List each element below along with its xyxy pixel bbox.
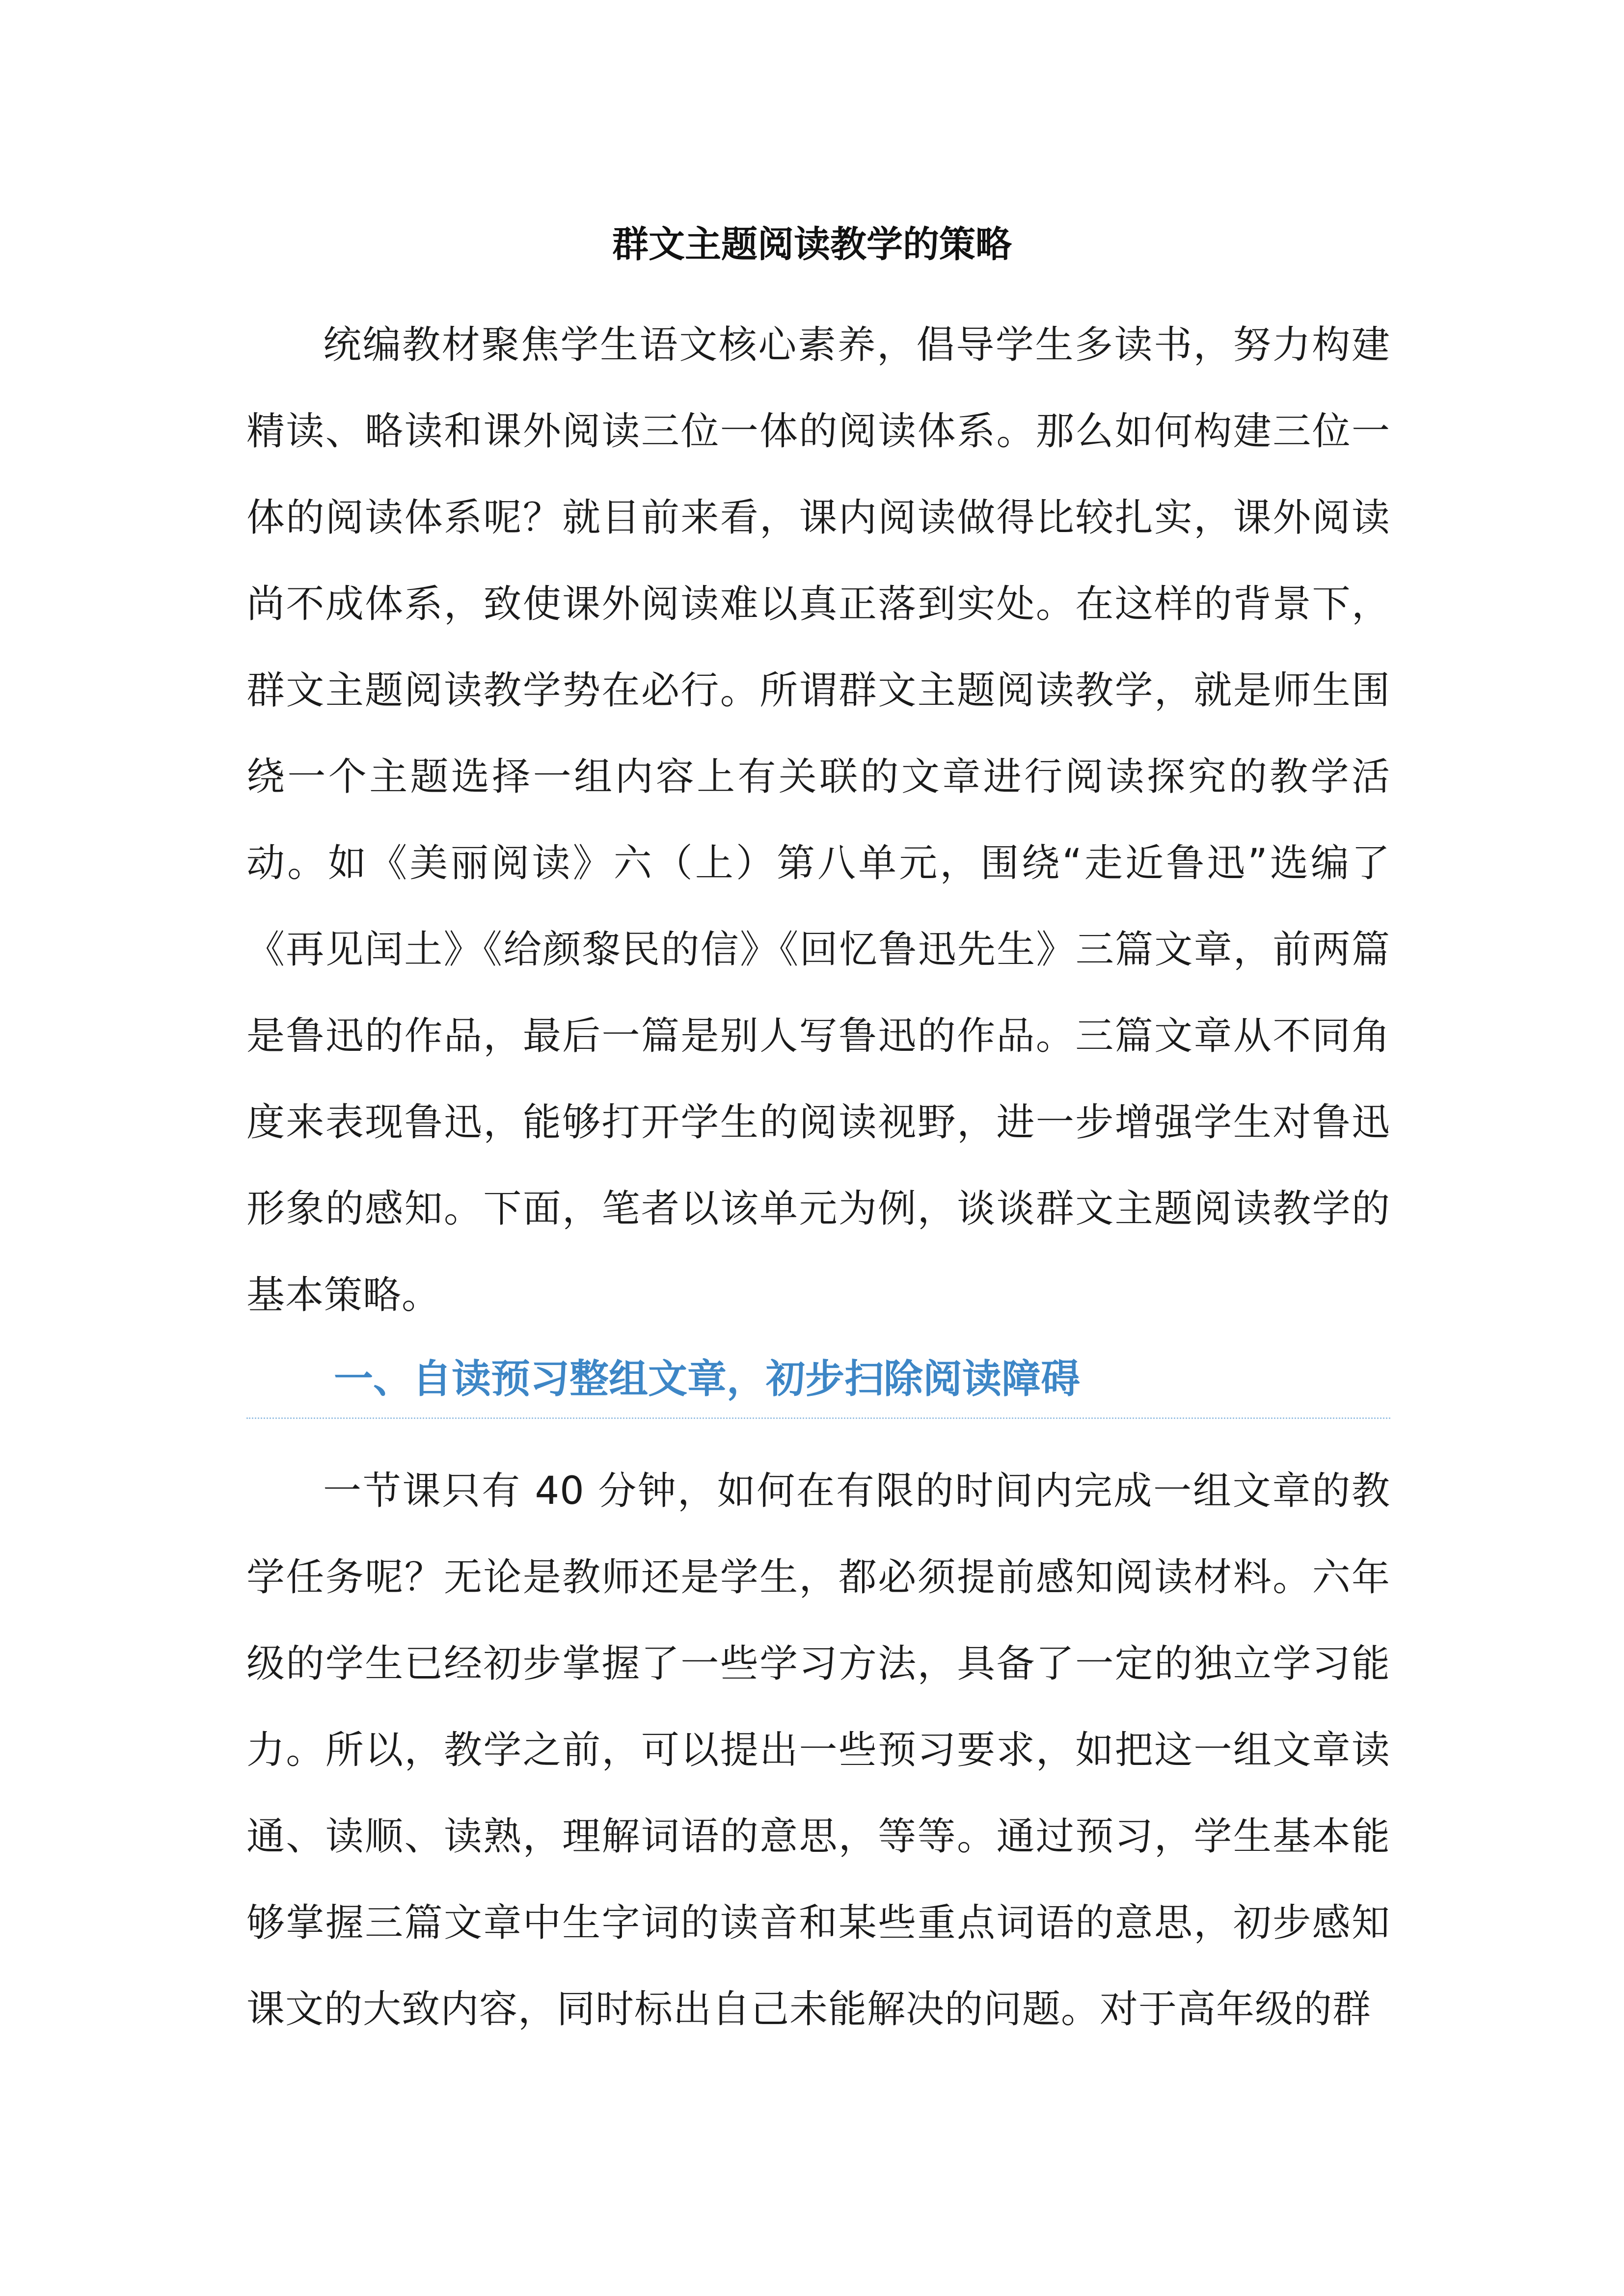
section-1-paragraph: 一节课只有 40 分钟，如何在有限的时间内完成一组文章的教学任务呢？无论是教师还是学生，都必须提前感知阅读材料。六年级的学生已经初步掌握了一些学习方法，具备了一定的独立学习能力。所以，教学之前，可以提出一些预习要求，如把这一组文章读通、读顺、读熟，理解词语的意思，等等。通过预习，学生基本能够掌握三篇文章中生字词的读音和某些重点词语的意思，初步感知课文的大致内容，同时标出自己未能解决的问题。对于高年级的群 <box>246 1469 1390 2031</box>
intro-paragraph: 统编教材聚焦学生语文核心素养，倡导学生多读书，努力构建精读、略读和课外阅读三位一体的阅读体系。那么如何构建三位一体的阅读体系呢？就目前来看，课内阅读做得比较扎实，课外阅读尚不成体系，致使课外阅读难以真正落到实处。在这样的背景下，群文主题阅读教学势在必行。所谓群文主题阅读教学，就是师生围绕一个主题选择一组内容上有关联的文章进行阅读探究的教学活动。如《美丽阅读》六（上）第八单元，围绕“走近鲁迅”选编了《再见闰土》《给颜黎民的信》《回忆鲁迅先生》三篇文章，前两篇是鲁迅的作品，最后一篇是别人写鲁迅的作品。三篇文章从不同角度来表现鲁迅，能够打开学生的阅读视野，进一步增强学生对鲁迅形象的感知。下面，笔者以该单元为例，谈谈群文主题阅读教学的基本策略。 <box>246 323 1390 1317</box>
section-heading-1: 一、自读预习整组文章，初步扫除阅读障碍 <box>334 1356 1080 1402</box>
document-title: 群文主题阅读教学的策略 <box>612 223 1012 266</box>
section-divider <box>246 1417 1390 1419</box>
